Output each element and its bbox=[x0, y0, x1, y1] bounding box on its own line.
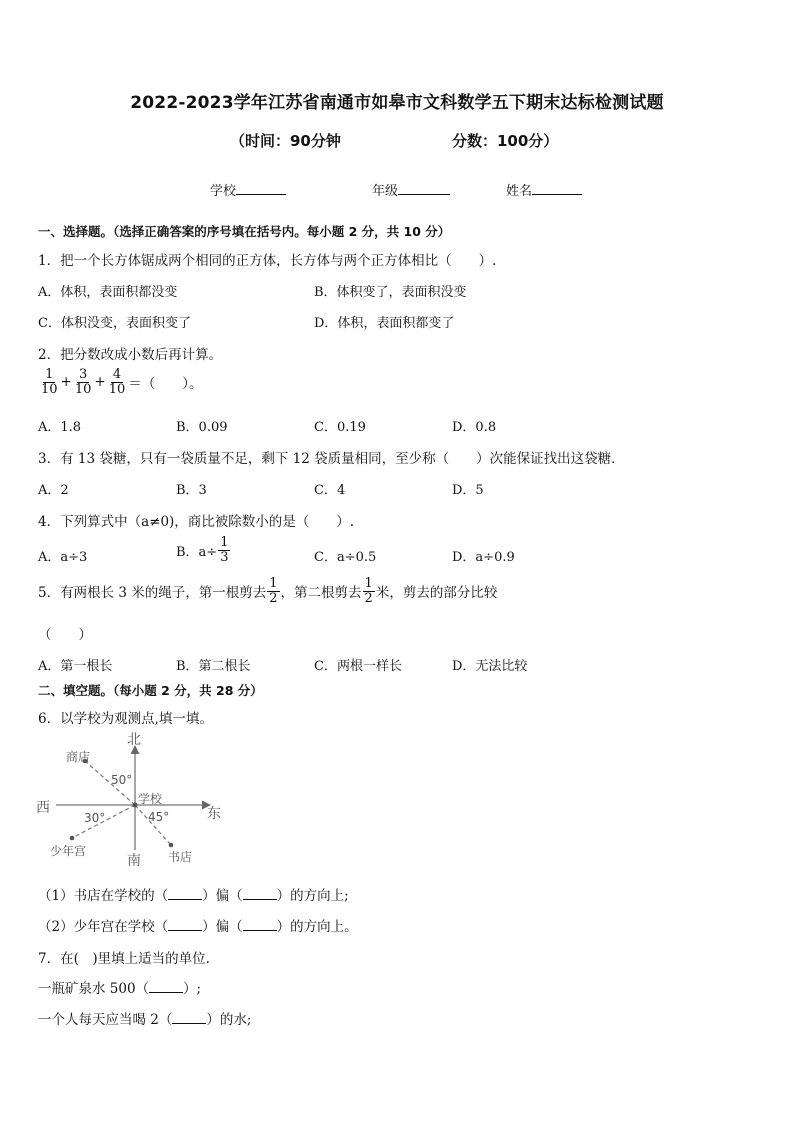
q1-option-d[interactable]: D．体积，表面积都变了 bbox=[314, 316, 455, 331]
school-label: 学校 bbox=[138, 792, 163, 806]
youth-palace-label: 少年宫 bbox=[50, 844, 87, 858]
plus-sign: + bbox=[60, 374, 72, 391]
shop-label: 商店 bbox=[66, 750, 91, 764]
name-field bbox=[506, 180, 582, 199]
question-5-text: 5．有两根长 3 米的绳子，第一根剪去 $\frac{1}{2}$ ，第二根剪去 $\frac{1}{2}$ 米，剪去的部分比较 bbox=[38, 576, 498, 606]
q1-option-c[interactable]: C．体积没变，表面积变了 bbox=[38, 316, 191, 331]
school-field bbox=[210, 180, 286, 199]
fraction-half: $\frac{1}{2}$ bbox=[269, 576, 278, 606]
name-blank[interactable] bbox=[532, 180, 582, 195]
q2-option-c[interactable]: C．0.19 bbox=[314, 420, 366, 435]
q6-1-blank-a[interactable] bbox=[168, 886, 202, 900]
south-label: 南 bbox=[127, 853, 141, 869]
q5-option-b[interactable]: B．第二根长 bbox=[176, 659, 251, 674]
q1-option-a[interactable]: A．体积，表面积都没变 bbox=[38, 285, 178, 300]
q4-option-a[interactable]: A．a÷3 bbox=[38, 550, 88, 565]
q6-sub-1: （1）书店在学校的（ ）偏（ ）的方向上; bbox=[38, 888, 349, 904]
q3-option-d[interactable]: D．5 bbox=[452, 483, 484, 498]
school-label: 学校 bbox=[210, 184, 237, 199]
q5-option-c[interactable]: C．两根一样长 bbox=[314, 659, 402, 674]
q6-2-blank-b[interactable] bbox=[243, 917, 277, 931]
fraction-3: $\frac{4}{10}$ bbox=[108, 367, 126, 397]
q1-option-b[interactable]: B．体积变了，表面积没变 bbox=[314, 285, 467, 300]
q7-line-1: 一瓶矿泉水 500（ ）; bbox=[38, 981, 202, 997]
school-blank[interactable] bbox=[236, 180, 286, 195]
q2-option-b[interactable]: B．0.09 bbox=[176, 420, 228, 435]
youth-palace-point bbox=[70, 836, 75, 841]
grade-label: 年级 bbox=[372, 184, 399, 199]
question-1-text: 1．把一个长方体锯成两个相同的正方体，长方体与两个正方体相比（ ）. bbox=[38, 253, 497, 269]
north-label: 北 bbox=[127, 732, 141, 748]
q6-sub-2: （2）少年宫在学校（ ）偏（ ）的方向上。 bbox=[38, 919, 358, 935]
fraction-1: $\frac{1}{10}$ bbox=[41, 367, 58, 397]
question-3-text: 3．有 13 袋糖，只有一袋质量不足，剩下 12 袋质量相同，至少称（ ）次能保证找出这袋糖． bbox=[38, 451, 625, 467]
fraction-2: $\frac{3}{10}$ bbox=[74, 367, 92, 397]
total-score: 分数：100分） bbox=[452, 132, 559, 150]
q3-option-c[interactable]: C．4 bbox=[314, 483, 346, 498]
compass-diagram bbox=[30, 732, 240, 872]
school-point bbox=[133, 803, 138, 808]
page-title: 2022-2023学年江苏省南通市如皋市文科数学五下期末达标检测试题 bbox=[130, 93, 664, 113]
fraction-one-third: $\frac{1}{3}$ bbox=[220, 535, 229, 565]
bookstore-label: 书店 bbox=[168, 850, 193, 864]
q2-expression bbox=[38, 368, 203, 396]
section-choice-heading: 一、选择题。（选择正确答案的序号填在括号内。每小题 2 分，共 10 分） bbox=[38, 224, 451, 239]
q6-1-blank-b[interactable] bbox=[243, 886, 277, 900]
grade-field bbox=[372, 180, 450, 199]
section-fill-heading: 二、填空题。（每小题 2 分，共 28 分） bbox=[38, 683, 263, 698]
question-6-text: 6．以学校为观测点,填一填。 bbox=[38, 711, 213, 727]
bookstore-point bbox=[169, 843, 174, 848]
q7-blank-1[interactable] bbox=[149, 979, 183, 993]
question-2-text: 2．把分数改成小数后再计算。 bbox=[38, 347, 223, 363]
q6-2-blank-a[interactable] bbox=[168, 917, 202, 931]
east-label: 东 bbox=[207, 806, 221, 822]
shop-angle-label: 50° bbox=[111, 773, 133, 787]
plus-sign: + bbox=[94, 374, 106, 391]
question-7-text: 7．在( )里填上适当的单位. bbox=[38, 951, 210, 967]
youth-palace-angle-label: 30° bbox=[84, 811, 106, 825]
answer-blank: ＝（ ）。 bbox=[128, 376, 203, 393]
question-4-text: 4．下列算式中（a≠0)，商比被除数小的是（ ）. bbox=[38, 514, 355, 530]
q2-option-a[interactable]: A．1.8 bbox=[38, 420, 82, 435]
name-label: 姓名 bbox=[506, 184, 533, 199]
grade-blank[interactable] bbox=[398, 180, 450, 195]
bookstore-angle-label: 45° bbox=[148, 810, 170, 824]
q5-option-d[interactable]: D．无法比较 bbox=[452, 659, 528, 674]
q2-option-d[interactable]: D．0.8 bbox=[452, 420, 497, 435]
q5-option-a[interactable]: A．第一根长 bbox=[38, 659, 113, 674]
time-limit: （时间：90分钟 bbox=[230, 132, 341, 150]
fraction-half: $\frac{1}{2}$ bbox=[364, 576, 373, 606]
q7-line-2: 一个人每天应当喝 2（ ）的水; bbox=[38, 1012, 252, 1028]
west-label: 西 bbox=[36, 800, 50, 816]
q4-option-d[interactable]: D．a÷0.9 bbox=[452, 550, 515, 565]
q5-answer-paren: （ ） bbox=[38, 627, 92, 643]
q4-option-c[interactable]: C．a÷0.5 bbox=[314, 550, 377, 565]
q7-blank-2[interactable] bbox=[172, 1010, 206, 1024]
q3-option-b[interactable]: B．3 bbox=[176, 483, 207, 498]
q4-option-b[interactable]: B．a÷ $\frac{1}{3}$ bbox=[176, 535, 229, 565]
q3-option-a[interactable]: A．2 bbox=[38, 483, 69, 498]
